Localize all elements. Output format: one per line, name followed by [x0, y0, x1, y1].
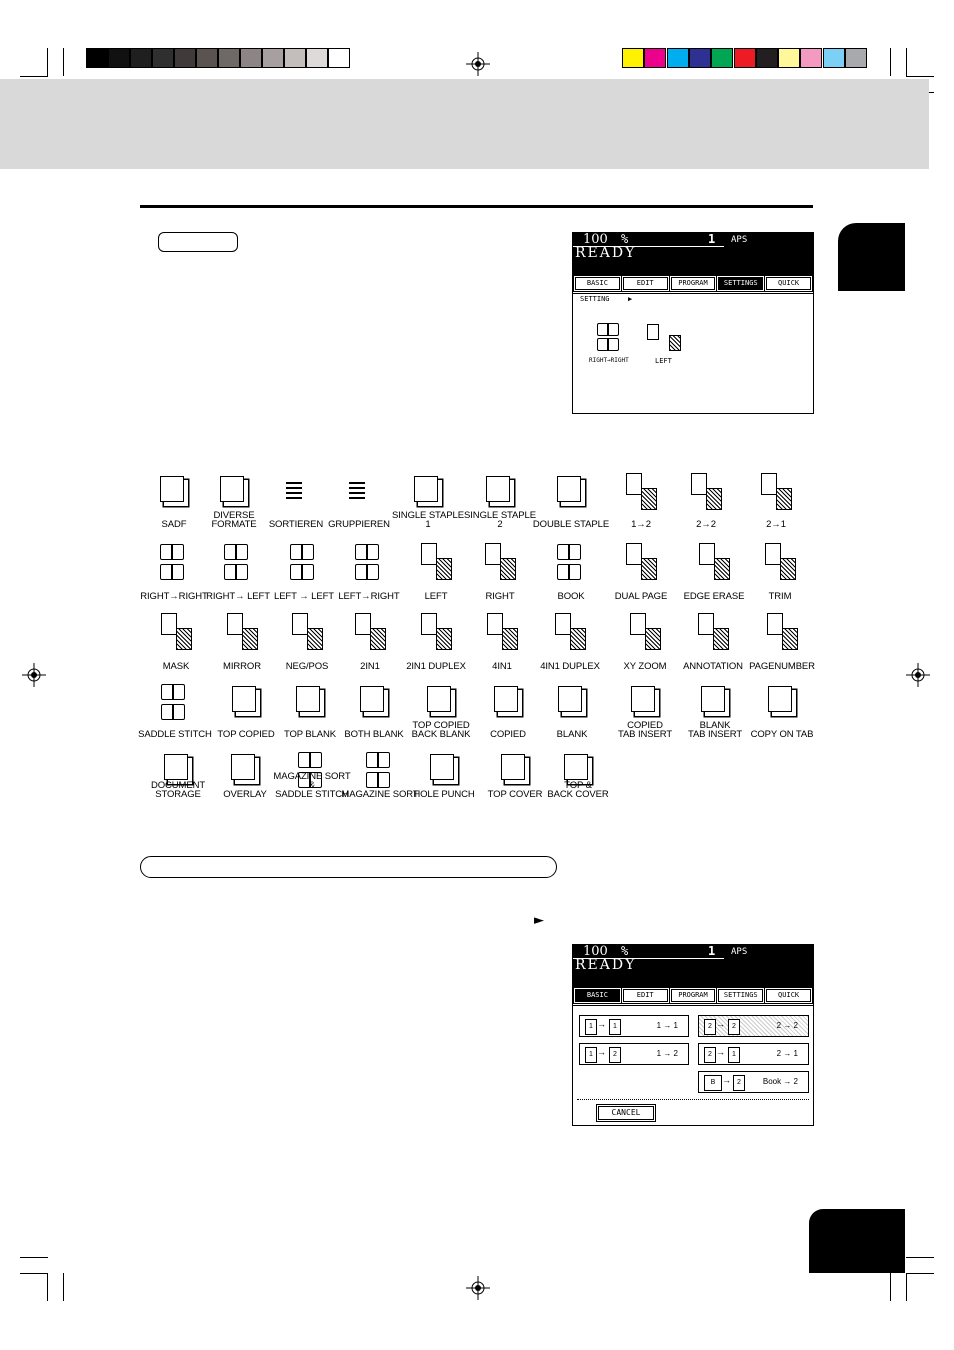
two-to-one-icon — [758, 472, 794, 512]
function-copied-tab-insert — [609, 680, 681, 750]
mode-button-2-1[interactable] — [698, 1043, 809, 1065]
arrow-icon: → — [716, 1019, 725, 1029]
crop-mark — [906, 76, 934, 77]
function-label: SADDLE STITCH — [138, 729, 212, 740]
function-one-to-two — [605, 470, 677, 540]
copied-icon — [490, 682, 526, 722]
crop-mark — [20, 1257, 48, 1258]
function-label: TOP & BACK COVER — [547, 780, 609, 800]
function-label: 4IN1 — [492, 661, 512, 672]
tab-program[interactable]: PROGRAM — [671, 277, 716, 290]
function-label: LEFT→RIGHT — [338, 591, 400, 602]
two-in-one-duplex-icon — [418, 612, 454, 652]
lcd-screen-basic — [572, 944, 814, 1126]
gray-swatch — [218, 48, 240, 68]
function-label: 2IN1 — [360, 661, 380, 672]
function-label: LEFT → LEFT — [274, 591, 334, 602]
tab-quick[interactable]: QUICK — [766, 277, 811, 290]
function-label: 4IN1 DUPLEX — [540, 661, 600, 672]
gray-swatch — [306, 48, 328, 68]
function-page-number — [746, 610, 818, 680]
color-swatch — [667, 48, 689, 68]
zoom-percent: % — [621, 944, 629, 958]
single-staple-2-icon — [482, 472, 518, 512]
lcd-tab-bar — [575, 277, 811, 290]
color-swatch — [823, 48, 845, 68]
function-label: BOOK — [557, 591, 585, 602]
function-two-to-two — [670, 470, 742, 540]
book-copy-icon — [597, 323, 619, 336]
function-label: TOP COVER — [487, 789, 543, 800]
crop-mark — [906, 1273, 907, 1301]
function-magazine-sort — [341, 748, 419, 818]
right-icon — [482, 542, 518, 582]
color-swatch — [800, 48, 822, 68]
option-label: LEFT — [655, 357, 672, 365]
crop-mark — [47, 48, 48, 76]
arrow-icon: → — [722, 1075, 731, 1085]
mode-button-book-2[interactable] — [698, 1071, 809, 1093]
status-text: READY — [575, 245, 637, 261]
page-copy-icon — [669, 335, 681, 351]
function-label: RIGHT — [485, 591, 515, 602]
mode-label: Book → 2 — [762, 1077, 798, 1086]
crop-mark — [47, 1273, 48, 1301]
header-band — [0, 79, 929, 169]
function-label: RIGHT→ LEFT — [206, 591, 270, 602]
function-single-staple-1 — [392, 470, 464, 540]
copy-page-icon: 2 — [733, 1075, 745, 1091]
original-page-icon: 2 — [704, 1047, 716, 1063]
function-label: DUAL PAGE — [614, 591, 668, 602]
four-in-one-icon — [484, 612, 520, 652]
function-label: ANNOTATION — [683, 661, 743, 672]
color-swatch — [711, 48, 733, 68]
tab-settings[interactable]: SETTINGS — [718, 989, 763, 1002]
mode-button-1-2[interactable] — [579, 1043, 689, 1065]
original-page-icon: 1 — [585, 1019, 597, 1035]
crop-mark — [63, 48, 64, 76]
both-blank-icon — [356, 682, 392, 722]
function-copy-on-tab — [746, 680, 818, 750]
gray-swatch — [328, 48, 350, 68]
left-left-icon — [286, 542, 322, 582]
tab-edit[interactable]: EDIT — [623, 277, 668, 290]
function-document-storage — [142, 748, 214, 818]
breadcrumb: SETTING — [580, 295, 610, 303]
mirror-icon — [224, 612, 260, 652]
function-label: SORTIEREN — [268, 519, 324, 530]
two-in-one-icon — [352, 612, 388, 652]
function-label: XY ZOOM — [623, 661, 667, 672]
function-label: SINGLE STAPLE 2 — [464, 510, 536, 530]
gray-swatch — [152, 48, 174, 68]
left-right-icon — [351, 542, 387, 582]
status-text: READY — [575, 957, 637, 973]
color-swatch — [689, 48, 711, 68]
function-label: MAGAZINE SORT — [341, 789, 419, 800]
copy-page-icon: 2 — [609, 1047, 621, 1063]
single-staple-1-icon — [410, 472, 446, 512]
dual-page-icon — [623, 542, 659, 582]
xy-zoom-icon — [627, 612, 663, 652]
copy-page-icon: 1 — [609, 1019, 621, 1035]
divider — [573, 1005, 813, 1006]
registration-mark-icon — [466, 52, 490, 76]
function-magazine-sort-saddle — [273, 748, 351, 818]
function-label: TRIM — [768, 591, 792, 602]
mask-icon — [158, 612, 194, 652]
gray-swatch — [262, 48, 284, 68]
book-copy-icon — [597, 338, 619, 351]
function-top-blank — [274, 680, 346, 750]
registration-mark-icon — [22, 663, 46, 687]
sort-icon — [278, 472, 314, 512]
function-label: 2→2 — [696, 519, 716, 530]
function-both-blank — [338, 680, 410, 750]
tab-program[interactable]: PROGRAM — [671, 989, 716, 1002]
function-label: TOP BLANK — [283, 729, 337, 740]
copy-page-icon: 2 — [728, 1019, 740, 1035]
function-label: MAGAZINE SORT & SADDLE STITCH — [273, 771, 351, 800]
function-label: 1→2 — [631, 519, 651, 530]
function-trim — [744, 540, 816, 610]
copy-page-icon: 1 — [728, 1047, 740, 1063]
function-label: EDGE ERASE — [683, 591, 745, 602]
gray-swatch — [108, 48, 130, 68]
hole-punch-icon — [426, 750, 462, 790]
mode-button-2-2[interactable] — [698, 1015, 809, 1037]
page-number-tab — [809, 1209, 905, 1273]
gray-swatch — [284, 48, 306, 68]
function-label: COPIED — [490, 729, 526, 740]
mode-label: 2 → 1 — [776, 1049, 798, 1058]
section-title-bar — [140, 856, 557, 878]
zoom-value: 100 — [583, 944, 608, 959]
lcd-tab-bar — [575, 989, 811, 1002]
double-staple-icon — [553, 472, 589, 512]
gray-swatch — [240, 48, 262, 68]
mode-label: 2 → 2 — [776, 1021, 798, 1030]
top-copied-icon — [228, 682, 264, 722]
trim-icon — [762, 542, 798, 582]
page-number-icon — [764, 612, 800, 652]
arrow-icon: → — [597, 1047, 606, 1057]
function-label: GRUPPIEREN — [328, 519, 390, 530]
function-blank — [536, 680, 608, 750]
tab-basic[interactable]: BASIC — [575, 989, 620, 1002]
tab-settings[interactable]: SETTINGS — [718, 277, 763, 290]
settings-option-book[interactable] — [587, 323, 633, 367]
edge-erase-icon — [696, 542, 732, 582]
blank-tab-insert-icon — [697, 682, 733, 722]
top-blank-icon — [292, 682, 328, 722]
original-book-icon: B — [704, 1075, 722, 1091]
color-swatch — [756, 48, 778, 68]
function-single-staple-2 — [464, 470, 536, 540]
crop-mark — [20, 76, 48, 77]
option-label: RIGHT→RIGHT — [589, 357, 629, 364]
mode-label: 1 → 2 — [656, 1049, 678, 1058]
gray-swatch — [130, 48, 152, 68]
divider — [577, 1099, 809, 1100]
note-label — [158, 232, 238, 252]
function-top-copied — [210, 680, 282, 750]
cancel-button[interactable]: CANCEL — [598, 1106, 654, 1120]
gray-swatch — [86, 48, 108, 68]
crop-mark — [20, 1273, 48, 1274]
function-double-staple — [532, 470, 610, 540]
zoom-percent: % — [621, 232, 629, 246]
gray-swatch — [196, 48, 218, 68]
diverse-formate-icon — [216, 472, 252, 512]
page-copy-icon — [647, 324, 659, 340]
function-two-to-one — [740, 470, 812, 540]
function-label: 2IN1 DUPLEX — [406, 661, 466, 672]
function-label: TOP COPIED BACK BLANK — [411, 720, 471, 740]
function-sort — [260, 470, 332, 540]
function-top-back-cover — [542, 748, 614, 818]
tab-basic[interactable]: BASIC — [575, 277, 620, 290]
function-label: BLANK TAB INSERT — [687, 720, 743, 740]
group-icon — [341, 472, 377, 512]
function-label: COPY ON TAB — [750, 729, 814, 740]
arrow-icon: → — [597, 1019, 606, 1029]
sadf-icon — [156, 472, 192, 512]
neg-pos-icon — [289, 612, 325, 652]
copy-count: 1 — [708, 232, 716, 246]
function-saddle-stitch — [139, 680, 211, 750]
blank-icon — [554, 682, 590, 722]
function-label: MIRROR — [223, 661, 261, 672]
function-label: NEG/POS — [285, 661, 329, 672]
section-rule — [140, 205, 813, 208]
function-label: DOCUMENT STORAGE — [150, 780, 206, 800]
function-label: SINGLE STAPLE 1 — [392, 510, 464, 530]
crop-mark — [890, 48, 891, 76]
function-label: OVERLAY — [223, 789, 267, 800]
function-label: 2→1 — [766, 519, 786, 530]
zoom-value: 100 — [583, 232, 608, 247]
color-swatch — [644, 48, 666, 68]
right-right-icon — [156, 542, 192, 582]
copied-tab-insert-icon — [627, 682, 663, 722]
crop-mark — [906, 1257, 934, 1258]
top-copied-back-blank-icon — [423, 682, 459, 722]
arrow-icon: → — [716, 1047, 725, 1057]
function-group — [323, 470, 395, 540]
color-swatch — [845, 48, 867, 68]
color-swatch — [734, 48, 756, 68]
copy-count: 1 — [708, 944, 716, 958]
function-label: DOUBLE STAPLE — [532, 519, 610, 530]
function-label: DIVERSE FORMATE — [211, 510, 257, 530]
function-label: MASK — [162, 661, 190, 672]
breadcrumb-arrow-icon: ▶ — [628, 295, 633, 303]
lcd-status-area — [573, 233, 813, 275]
one-to-two-icon — [623, 472, 659, 512]
crop-mark — [906, 1273, 934, 1274]
right-left-icon — [220, 542, 256, 582]
book-icon — [553, 542, 589, 582]
function-label: BOTH BLANK — [344, 729, 404, 740]
color-swatch — [778, 48, 800, 68]
mode-label: 1 → 1 — [656, 1021, 678, 1030]
chapter-tab — [838, 223, 905, 291]
gray-swatch — [174, 48, 196, 68]
registration-mark-icon — [466, 1276, 490, 1300]
crop-mark — [63, 1273, 64, 1301]
mode-button-1-1[interactable] — [579, 1015, 689, 1037]
original-page-icon: 2 — [704, 1019, 716, 1035]
copy-on-tab-icon — [764, 682, 800, 722]
settings-option-left[interactable] — [643, 323, 689, 367]
function-label: HOLE PUNCH — [413, 789, 475, 800]
aps-indicator: APS — [731, 947, 748, 957]
aps-indicator: APS — [731, 235, 748, 245]
function-label: COPIED TAB INSERT — [617, 720, 673, 740]
function-top-copied-back-blank — [405, 680, 477, 750]
function-blank-tab-insert — [679, 680, 751, 750]
left-icon — [418, 542, 454, 582]
registration-mark-icon — [906, 663, 930, 687]
two-to-two-icon — [688, 472, 724, 512]
annotation-icon — [695, 612, 731, 652]
tab-edit[interactable]: EDIT — [623, 989, 668, 1002]
function-label: SADF — [161, 519, 187, 530]
color-swatch — [622, 48, 644, 68]
function-label: RIGHT→RIGHT — [140, 591, 208, 602]
function-label: PAGENUMBER — [749, 661, 815, 672]
lcd-status-area — [573, 945, 813, 987]
lcd-screen-settings — [572, 232, 814, 414]
crop-mark — [906, 48, 907, 76]
function-hole-punch — [408, 748, 480, 818]
saddle-stitch-icon — [157, 682, 193, 722]
crop-mark — [890, 1273, 891, 1301]
four-in-one-duplex-icon — [552, 612, 588, 652]
magazine-sort-icon — [362, 750, 398, 790]
function-label: BLANK — [556, 729, 588, 740]
original-page-icon: 1 — [585, 1047, 597, 1063]
tab-quick[interactable]: QUICK — [766, 989, 811, 1002]
next-arrow-icon: ► — [534, 913, 544, 928]
function-label: LEFT — [424, 591, 448, 602]
function-label: TOP COPIED — [217, 729, 275, 740]
function-copied — [472, 680, 544, 750]
divider — [573, 293, 813, 294]
